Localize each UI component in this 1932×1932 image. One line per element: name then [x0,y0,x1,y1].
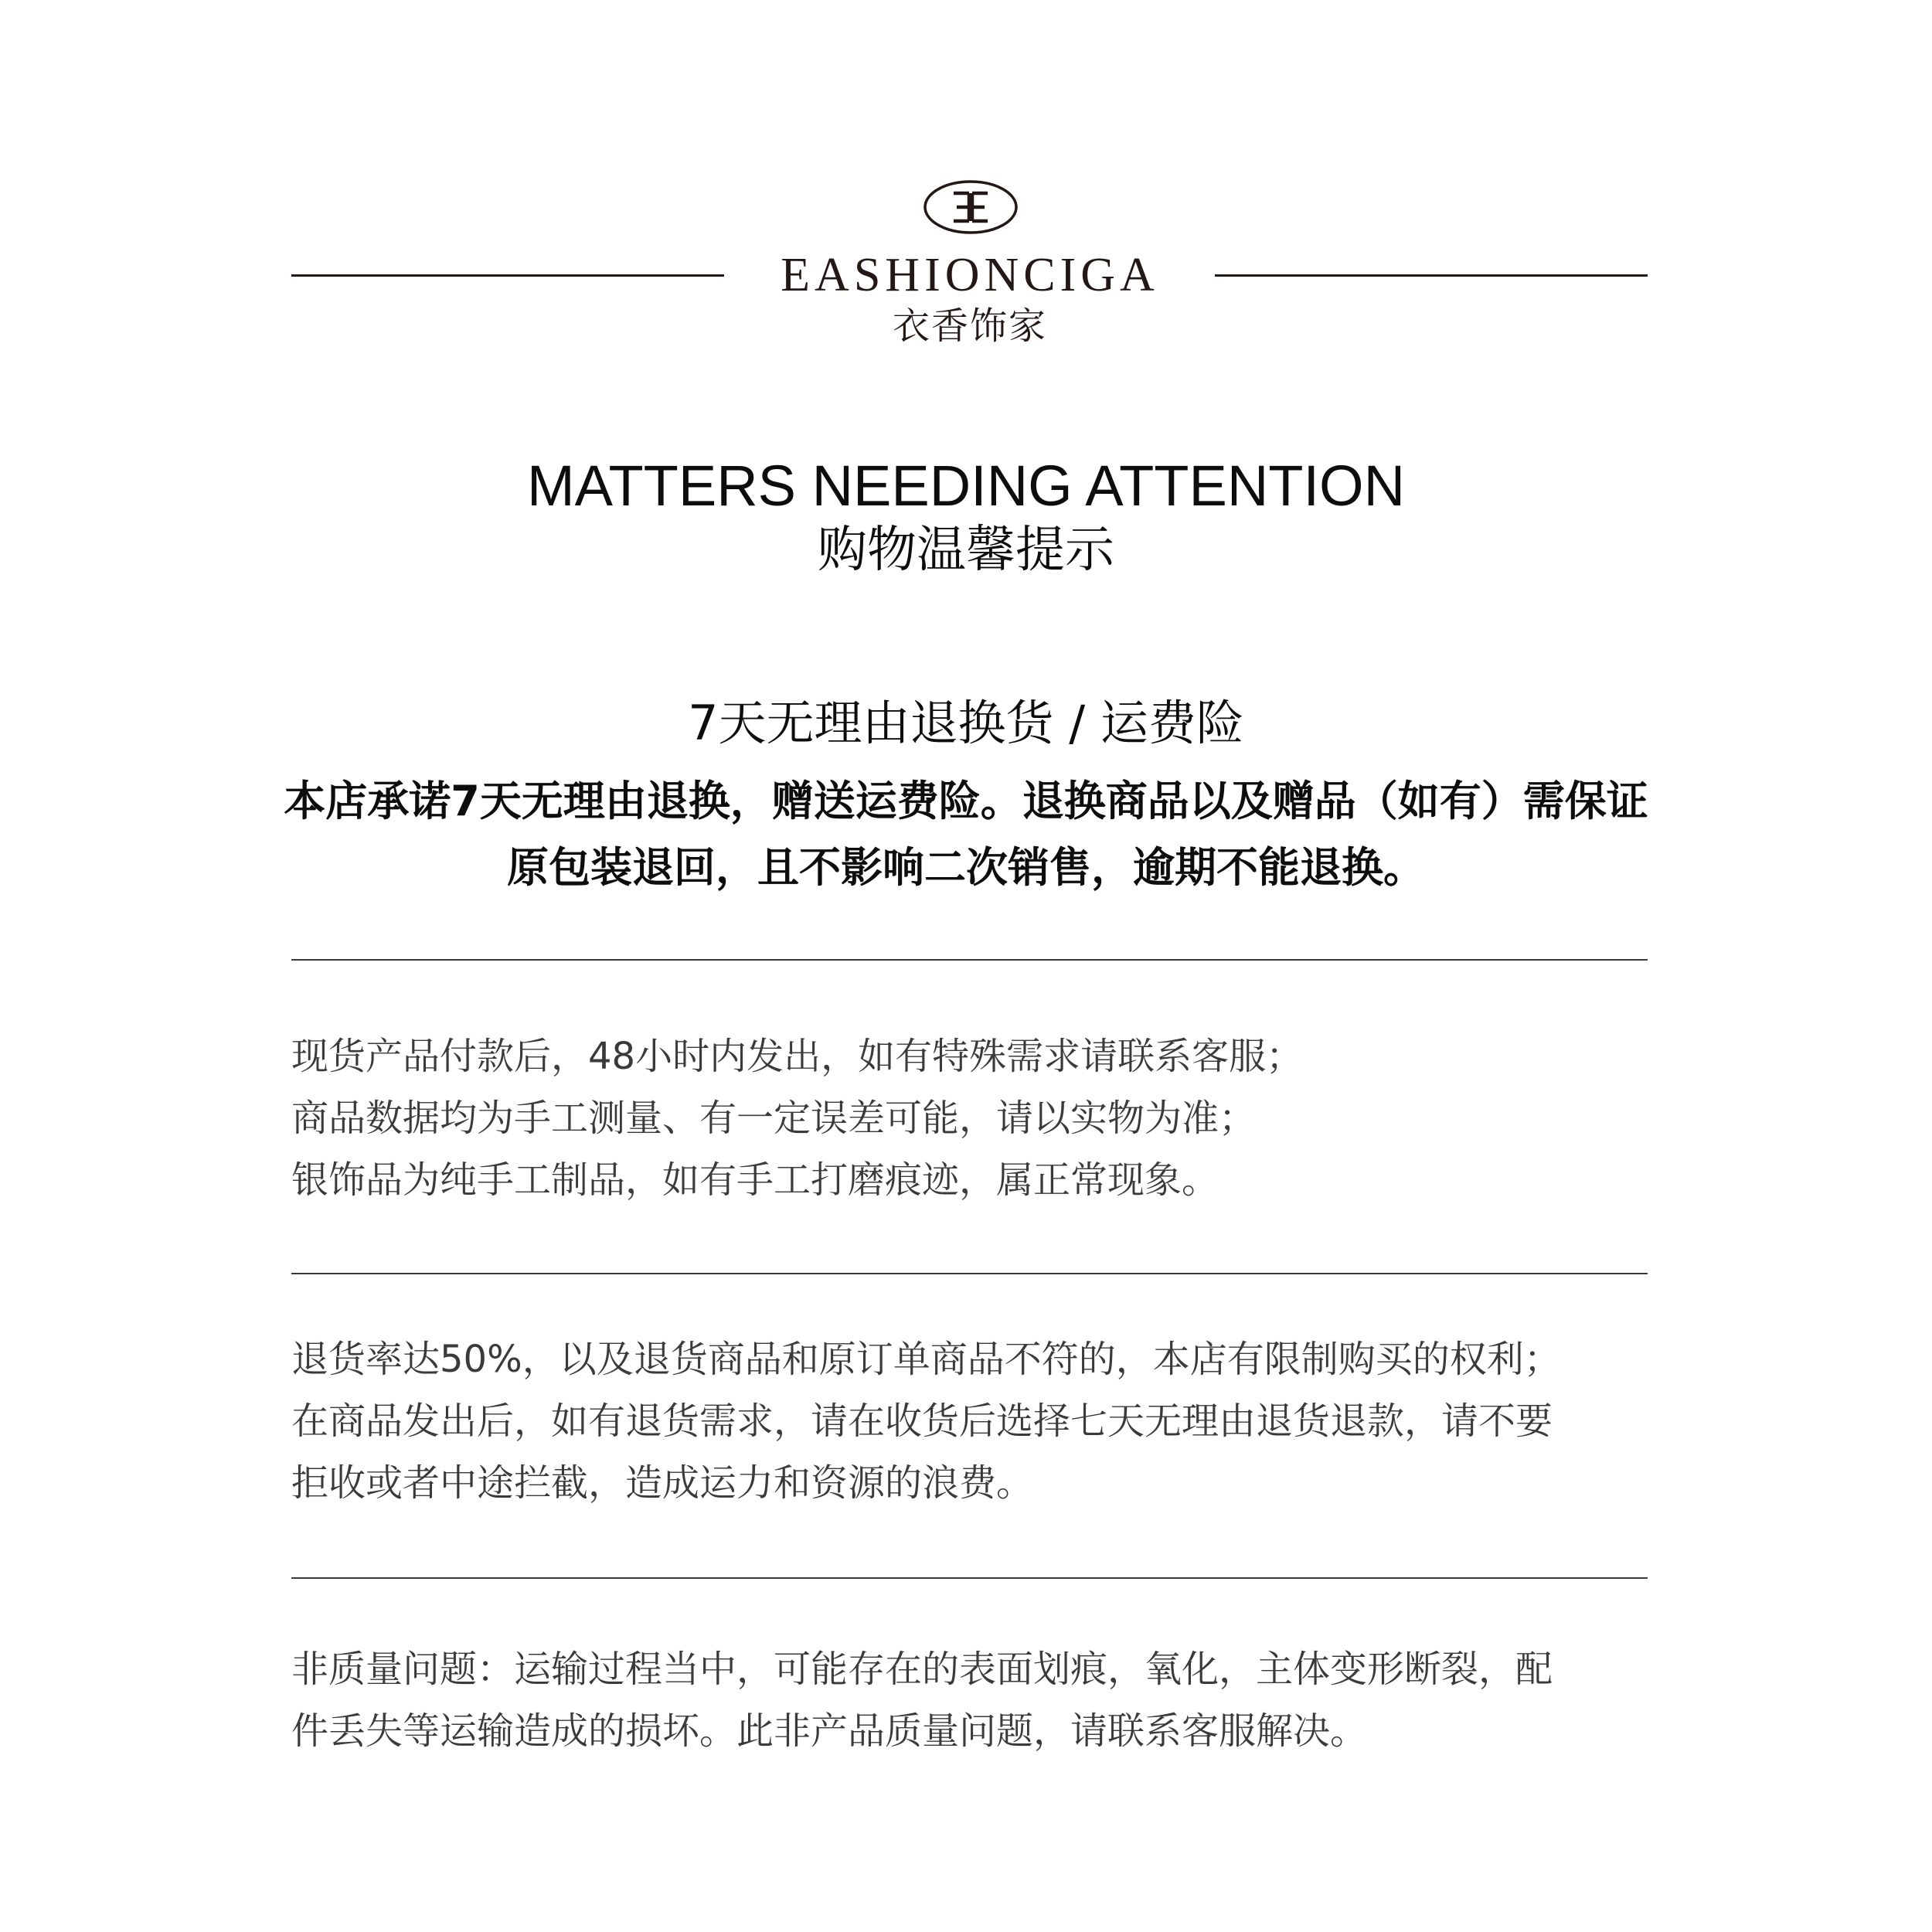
note-line: 拒收或者中途拦截，造成运力和资源的浪费。 [291,1461,1034,1505]
brand-logo-emblem [923,179,1019,235]
note-line: 在商品发出后，如有退货需求，请在收货后选择七天无理由退货退款，请不要 [291,1400,1553,1443]
note-line: 退货率达50%，以及退货商品和原订单商品不符的，本店有限制购买的权利； [291,1338,1561,1381]
policy-body [263,768,1669,901]
page-title-chinese: 购物温馨提示 [818,522,1114,579]
note-line: 商品数据均为手工测量、有一定误差可能，请以实物为准； [291,1097,1257,1140]
note-line: 银饰品为纯手工制品，如有手工打磨痕迹，属正常现象。 [291,1158,1219,1202]
shipping-notes [291,1026,1651,1211]
page-title-english: MATTERS NEEDING ATTENTION [526,454,1406,518]
section-divider [291,1273,1648,1274]
brand-divider-right [1215,274,1648,277]
note-line: 件丢失等运输造成的损坏。此非产品质量问题，请联系客服解决。 [291,1709,1368,1753]
section-divider [291,959,1648,961]
brand-name: EASHIONCIGA [781,249,1159,301]
section-divider [291,1577,1648,1579]
return-rate-notes [291,1328,1651,1514]
brand-name-chinese: 衣香饰家 [892,304,1047,348]
brand-divider-left [291,274,724,277]
policy-line: 本店承诺7天无理由退换，赠送运费险。退换商品以及赠品（如有）需保证 [284,777,1648,825]
note-line: 现货产品付款后，48小时内发出，如有特殊需求请联系客服； [291,1035,1304,1078]
policy-heading: 7天无理由退换货 / 运费险 [688,695,1244,751]
transport-damage-notes [291,1638,1651,1762]
note-line: 非质量问题：运输过程当中，可能存在的表面划痕，氧化，主体变形断裂，配 [291,1648,1553,1691]
policy-line: 原包装退回，且不影响二次销售，逾期不能退换。 [507,843,1425,892]
